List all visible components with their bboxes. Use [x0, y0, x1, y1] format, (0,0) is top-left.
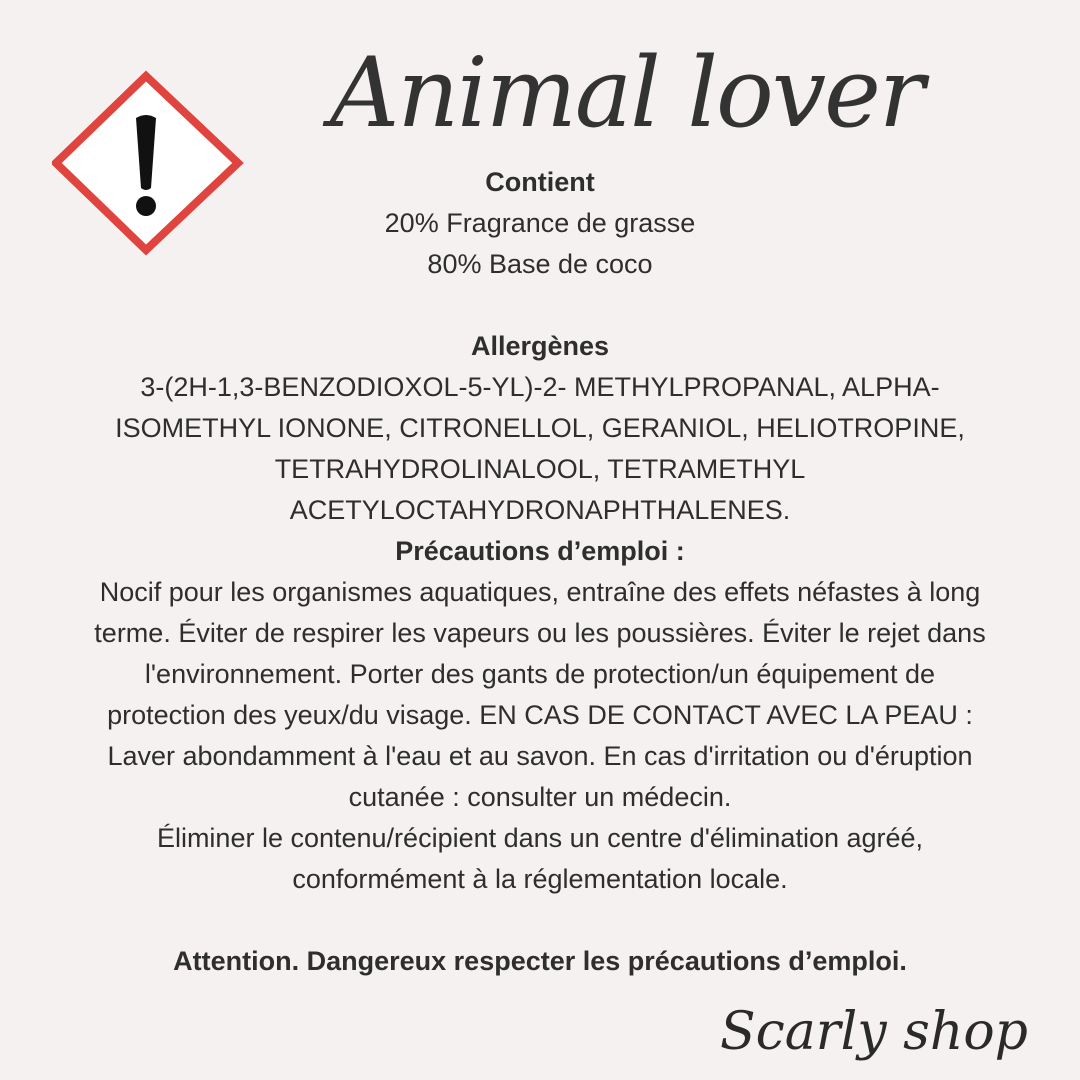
- precautions-line: terme. Éviter de respirer les vapeurs ou les poussières. Éviter le rejet dans: [94, 618, 986, 648]
- allergens-line: ISOMETHYL IONONE, CITRONELLOL, GERANIOL, HELIOTROPINE,: [115, 413, 965, 443]
- precautions-line: cutanée : consulter un médecin.: [348, 782, 732, 812]
- contains-heading: Contient: [485, 167, 595, 197]
- allergens-line: 3-(2H-1,3-BENZODIOXOL-5-YL)-2- METHYLPROPANAL, ALPHA-: [140, 372, 940, 402]
- allergens-line: ACETYLOCTAHYDRONAPHTHALENES.: [289, 495, 791, 525]
- contains-line: 80% Base de coco: [427, 249, 653, 279]
- precautions-line: Laver abondamment à l'eau et au savon. En cas d'irritation ou d'éruption: [107, 741, 973, 771]
- product-title: Animal lover: [330, 37, 923, 149]
- precautions-line: Nocif pour les organismes aquatiques, entraîne des effets néfastes à long: [99, 577, 981, 607]
- precautions-line: conformément à la réglementation locale.: [292, 864, 788, 894]
- contains-line: 20% Fragrance de grasse: [384, 208, 696, 238]
- precautions-line: Éliminer le contenu/récipient dans un centre d'élimination agréé,: [156, 823, 924, 853]
- precautions-section: [40, 531, 1040, 900]
- allergens-heading: Allergènes: [470, 331, 610, 361]
- precautions-line: protection des yeux/du visage. EN CAS DE CONTACT AVEC LA PEAU :: [107, 700, 973, 730]
- allergens-line: TETRAHYDROLINALOOL, TETRAMETHYL: [274, 454, 806, 484]
- precautions-line: l'environnement. Porter des gants de protection/un équipement de: [144, 659, 936, 689]
- danger-warning: Attention. Dangereux respecter les précautions d’emploi.: [173, 946, 907, 976]
- precautions-heading: Précautions d’emploi :: [395, 536, 685, 566]
- shop-signature: Scarly shop: [720, 1002, 1028, 1062]
- allergens-section: [40, 326, 1040, 531]
- contains-section: [40, 162, 1040, 285]
